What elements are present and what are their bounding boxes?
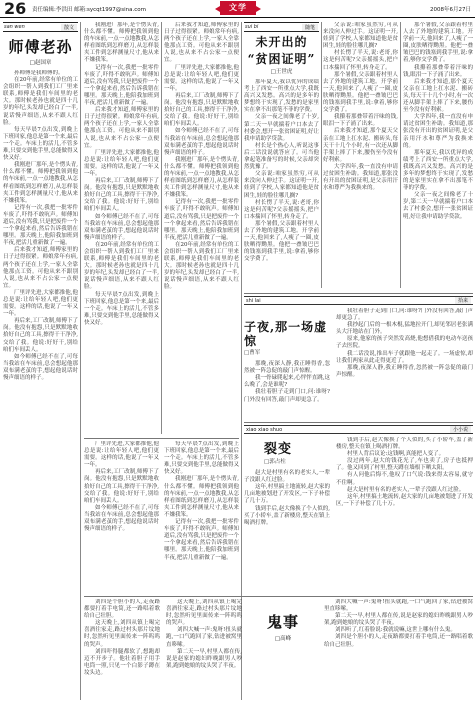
paragraph: 大学四年,我一直没有申请过贫困生补助。我知道,那张没有开出的贫困证明,是父亲用汗水和尊严为我换来的。 [403,114,473,149]
paragraph: 刘四是个胆小的人,走夜路都要打着手电筒,还一路唱着歌给自己壮胆。 [84,599,160,620]
paragraph: 厂里评先进,大家都推他,他总是说:让给年轻人吧,他们更需要。这样的话,他说了一年又一年。 [3,289,78,318]
column-divider [321,22,322,288]
paragraph: 第二天一早,村里人都在传,说是赵家的媳妇昨晚跟男人吵架,跑到她娘的坟头哭了半夜。 [324,613,473,627]
paragraph: 我壮着胆子走到门口,问:谁呀?门外没有回答,敲门声却更急了。 [336,308,473,322]
column-header-label: 拾来 [455,297,471,304]
paragraph: 后来我才知道,师傅家里的日子过得很紧。师娘常年有病,两个孩子还在上学,一家人全靠他那点工资。可他从来不跟别人说,也从来不占公家一点便宜。 [164,22,239,64]
paragraph: 后来我才知道,那个夏天父亲在工地上扛水泥、搬砖头,每天干十几个小时,有一次还从脚手架上摔了下来,腰伤至今没有好利索。 [323,128,398,163]
article-body-right [336,437,473,592]
paragraph: 那晚,夜深人静,我正睡得香,忽然被一阵急促的敲门声惊醒。 [336,364,473,378]
issue-date: 2008年6月27日 [430,7,471,13]
article-body [84,22,159,434]
paragraph: 再后来,工厂改制,师傅下了岗。他没有抱怨,只是默默地收拾好自己的工具,擦得干干净净,交给了我。他说:好好干,别给咱们车间丢人。 [84,178,159,213]
article-body [164,441,239,587]
article-author: □王世虎 [270,69,293,75]
page-number: 26 [4,0,27,18]
article-poverty-certificate-continued [323,22,398,288]
article-shifu-laosun-continued [164,22,239,434]
paragraph: 这天晚上,刘四从镇上喝完喜酒往家走,路过村头那片坟地时,忽然听见里面传来一阵呜呜的哭声。 [84,620,160,648]
paragraph: 我一骨碌爬起来,心怦怦直跳,这么晚了,会是谁呢? [244,375,330,389]
article-heading [248,599,318,701]
paragraph: 再后来,工厂改制,师傅下了岗。他没有抱怨,只是默默地收拾好自己的工具,擦得干干净净,交给了我。他说:好好干,别给咱们车间丢人。 [164,92,239,128]
paragraph: 记得有一次,我把一批零件车废了,吓得不敢吭声。师傅知道后,没有骂我,只是把废件一个一个拿起来看,然后告诉我错在哪里。那天晚上,他陪我加班到半夜,把活儿重新做了一遍。 [84,64,159,107]
paragraph: 后来我才知道,那个夏天父亲在工地上扛水泥、搬砖头,每天干十几个小时,有一次还从脚手架上摔了下来,腰伤至今没有好利索。 [403,78,473,114]
column-header-label: 随笔 [302,24,318,31]
paragraph: 第二天一早,村里人都在传,说是赵家的媳妇昨晚跟男人吵架,跑到她娘的坟头哭了半夜。 [166,648,242,669]
paragraph: 后来我才知道,师傅家里的日子过得很紧。师娘常年有病,两个孩子还在上学,一家人全靠他那点工资。可他从来不跟别人说,也从来不占公家一点便宜。 [84,107,159,149]
article-midnight-scare [244,296,473,418]
column-divider [161,22,162,434]
section-tag: 文学 [220,1,256,15]
paragraph: 在20年前,经常有单位的工会组织一帮人到我们工厂里来联系,师傅是我们车间里的老大。那时候老孙也就是四十几岁的年纪,头发却已经白了一半,说话慢声细语,从来不跟人红脸。 [164,241,239,291]
column-header-pinyin: sui bi [245,24,259,30]
article-title: 鬼事 [266,613,299,631]
paragraph: 有人问他后悔不,他叹了口气说:钱来得太容易,就守不住啊。 [336,472,473,486]
article-lower-left [84,441,239,591]
paragraph: 我攥着那叠带着汗味的钱,眼泪一下子涌了出来。 [323,114,398,128]
section-divider [244,422,473,423]
paragraph: 刘四吓得腿都软了,想跑却迈不开步子。他壮着胆子用手电筒一照,只见一个白影子蹲在坟头边。 [84,648,160,676]
column-header-pinyin: xiao xiao shuo [246,426,283,433]
column-divider [80,22,81,700]
paragraph: 如今师傅已经不在了,可每当我站在车床前,总会想起他那双布满老茧的手,想起他说话时慢声细语的样子。 [84,213,159,241]
paragraph: 厂里评先进,大家都推他,他总是说:让给年轻人吧,他们更需要。这样的话,他说了一年又一年。 [84,149,159,177]
column-header-label: 小小说 [450,426,471,433]
article-title: 裂变 [264,442,293,457]
article-body [3,70,78,690]
paragraph: 那年夏天,我以优异的成绩考上了西安一所重点大学,我既高兴又发愁。高兴的是多年的梦想终于实现了,发愁的是家里实在拿不出那笔不菲的学费。 [403,149,473,192]
section-divider [84,438,239,439]
paragraph: 父亲一夜之间像老了十岁,第二天一早就揣着户口本去了村委会,想开一张贫困证明,好让我申请助学贷款。 [244,114,319,142]
paragraph: 我刚进厂那年,是个愣头青,什么都不懂。师傅把我领到他的车床前,一点一点地教我,从怎样看图纸到怎样磨刀,从怎样装夹工件到怎样测量尺寸,他从来不嫌我笨。 [3,162,78,204]
paragraph: 村长是个热心人,听说这事后二话没说就答应了。可当他拿起笔准备写的时候,父亲却突然犹豫了。 [244,142,319,171]
article-body-right [336,308,473,416]
article-author: □高峰 [274,636,292,642]
article-body [324,599,473,701]
paragraph: 后来我才知道,师傅家里的日子过得很紧。师娘常年有病,两个孩子还在上学,一家人全靠他那点工资。可他从来不跟别人说,也从来不占公家一点便宜。 [3,247,78,289]
column-divider [400,22,401,288]
paragraph: 如今师傅已经不在了,可每当我站在车床前,总会想起他那双布满老茧的手,想起他说话时慢声细语的样子。 [164,128,239,156]
article-body-left [244,437,330,592]
article-title-line-1: 未开出的 [255,35,308,49]
paragraph: 父亲一夜之间像老了十岁,第二天一早就揣着户口本去了村委会,想开一张贫困证明,好让我申请助学贷款。 [403,192,473,220]
paragraph: 我二话没说,推出车子就跟他一起走了。一场虚惊,却让我们两家从此走得更近了。 [336,350,473,364]
paragraph: 村里人背后议论:这钱啊,真能把人变了。 [347,451,445,458]
paragraph: 厂里评先进,大家都推他,他总是说:让给年轻人吧,他们更需要。这样的话,他说了一年又一年。 [164,64,239,92]
paragraph: 在20年前,经常有单位的工会组织一帮人到我们工厂里来联系,师傅是我们车间里的老大。那时候老孙也就是四十几岁的年纪,头发却已经白了一半,说话慢声细语,从来不跟人红脸。 [84,241,159,291]
column-header-pinyin: shi lai [246,297,261,304]
paragraph: 那年夏天,我以优异的成绩考上了西安一所重点大学,我既高兴又发愁。高兴的是多年的梦想终于实现了,发愁的是家里实在拿不出那笔不菲的学费。 [244,79,319,114]
column-header [244,425,473,434]
article-shifu-laosun-continued [84,22,159,434]
paragraph: 父亲说:咱家虽然穷,可从来没向人伸过手。这证明一开,娃到了学校,人家都知道他是贫困生,娃的脸往哪儿搁? [323,22,398,50]
paragraph: 我刚进厂那年,是个愣头青,什么都不懂。师傅把我领到他的车床前,一点一点地教我,从怎样看图纸到怎样磨刀,从怎样装夹工件到怎样测量尺寸,他从来不嫌我笨。 [164,156,239,199]
column-header [244,22,319,32]
paragraph: 那个暑假,父亲跟着村里人去了外地的建筑工地。开学前一天,他回来了,人瘦了一圈,皮肤晒得黝黑。他把一叠皱巴巴的钱塞到我手里,说:拿着,够你交学费了。 [244,220,319,263]
paragraph: 我刚进厂那年,是个愣头青,什么都不懂。师傅把我领到他的车床前,一点一点地教我,从怎样看图纸到怎样磨刀,从怎样装夹工件到怎样测量尺寸,他从来不嫌我笨。 [84,22,159,64]
paragraph: 村长愣了半天,说:老哥,你这是何苦呢?父亲摇摇头,把户口本揣回了怀里,转身走了。 [323,50,398,71]
article-body-left [244,308,330,416]
paragraph: 刘四是个胆小的人,走夜路都要打着手电筒,还一路唱着歌给自己壮胆。 [324,634,473,648]
article-ghost-story [84,599,473,701]
paragraph: 每天早晨7点出发,到晚上下班回家,他总是第一个来,最后一个走。车床上的活儿,不管多难,只要交到他手里,总能做得又快又好。 [3,126,78,162]
article-author: □曹军 [244,350,261,356]
paragraph: 我攥着那叠带着汗味的钱,眼泪一下子涌了出来。 [403,64,473,78]
paragraph: 这年,村里搞土地流转,赵大家的几亩地被划进了开发区,一下子补偿了几十万。 [244,484,330,505]
paragraph: 大学四年,我一直没有申请过贫困生补助。我知道,那张没有开出的贫困证明,是父亲用汗水和尊严为我换来的。 [323,163,398,192]
article-body [166,599,242,701]
article-poverty-certificate [244,22,319,288]
paragraph: 刘四大喊一声:鬼呀!扭头就跑,一口气跑回了家,钻进被窝里直哆嗦。 [324,599,473,613]
article-author: □郭占柱 [264,459,286,465]
paragraph: 赵大是村里有名的老实人,一辈子没跟人红过脸。 [244,470,330,484]
article-shifu-laosun [3,22,78,700]
paragraph: 那个暑假,父亲跟着村里人去了外地的建筑工地。开学前一天,他回来了,人瘦了一圈,皮肤晒得黝黑。他把一叠皱巴巴的钱塞到我手里,说:拿着,够你交学费了。 [403,22,473,64]
paragraph: 再后来,工厂改制,师傅下了岗。他没有抱怨,只是默默地收拾好自己的工具,擦得干干净净,交给了我。他说:好好干,别给咱们车间丢人。 [84,469,159,504]
article-title-line-2: “贫困证明” [247,52,316,66]
section-divider [84,596,473,597]
paragraph: 没过两年,赵大的钱花光了,车也卖了,房子也抵押了。他又回到了村里,整天蹲在墙根下晒太阳。 [336,458,473,472]
column-header [3,22,78,32]
article-title: 师傅老孙 [8,38,73,56]
article-body [84,599,160,701]
paragraph: 每天早晨7点出发,到晚上下班回家,他总是第一个来,最后一个走。车床上的活儿,不管多难,只要交到他手里,总能做得又快又好。 [84,291,159,326]
paragraph: 记得有一次,我把一批零件车废了,吓得不敢吭声。师傅知道后,没有骂我,只是把废件一个一个拿起来看,然后告诉我错在哪里。那天晚上,他陪我加班到半夜,把活儿重新做了一遍。 [164,199,239,241]
paragraph: 记得有一次,我把一批零件车废了,吓得不敢吭声。师傅知道后,没有骂我,只是把废件一个一个拿起来看,然后告诉我错在哪里。那天晚上,他陪我加班到半夜,把活儿重新做了一遍。 [164,519,239,561]
article-body [323,22,398,288]
editor-info: 责任编辑:李洪田 邮箱:sycqt1997@sina.com [32,7,146,13]
article-title: 子夜,那一场虚惊 [244,320,328,348]
paragraph: 刘四大喊一声:鬼呀!扭头就跑,一口气跑回了家,钻进被窝里直哆嗦。 [166,627,242,648]
paragraph: 如今师傅已经不在了,可每当我站在车床前,总会想起他那双布满老茧的手,想起他说话时慢声细语的样子。 [84,504,159,533]
article-fission [244,425,473,595]
paragraph: 如今师傅已经不在了,可每当我站在车床前,总会想起他那双布满老茧的手,想起他说话时慢声细语的样子。 [3,353,78,382]
paragraph: 厂里评先进,大家都推他,他总是说:让给年轻人吧,他们更需要。这样的话,他说了一年又一年。 [84,441,159,469]
paragraph: 钱到手后,赵大像换了个人似的,买了小轿车,盖了新楼房,整天在镇上喝酒打牌。 [244,505,330,526]
paragraph: 这天晚上,刘四从镇上喝完喜酒往家走,路过村头那片坟地时,忽然听见里面传来一阵呜呜的哭声。 [166,599,242,627]
column-header-pinyin: san wen [4,24,25,30]
column-header-label: 散文 [61,24,77,31]
paragraph: 我抄起门后的一根木棍,猛地拉开门,却见邻居老张满头大汗地站在门外。 [336,322,473,336]
paragraph: 我刚进厂那年,是个愣头青,什么都不懂。师傅把我领到他的车床前,一点一点地教我,从怎样看图纸到怎样磨刀,从怎样装夹工件到怎样测量尺寸,他从来不嫌我笨。 [164,476,239,518]
article-body [84,441,159,587]
paragraph: 钱到手后,赵大像换了个人似的,买了小轿车,盖了新楼房,整天在镇上喝酒打牌。 [336,437,473,451]
article-body [403,22,473,288]
page-masthead [0,0,475,18]
paragraph: 原来,他家的孩子突然发高烧,他想借我的电动车送孩子去医院。 [336,336,473,350]
article-body [244,79,319,279]
article-author: □赵国章 [29,60,52,66]
paragraph: 那个暑假,父亲跟着村里人去了外地的建筑工地。开学前一天,他回来了,人瘦了一圈,皮肤晒得黝黑。他把一叠皱巴巴的钱塞到我手里,说:拿着,够你交学费了。 [323,71,398,114]
paragraph: 记得有一次,我把一批零件车废了,吓得不敢吭声。师傅知道后,没有骂我,只是把废件一个一个拿起来看,然后告诉我错在哪里。那天晚上,他陪我加班到半夜,把活儿重新做了一遍。 [3,204,78,247]
column-header [244,296,473,305]
paragraph: 孙师傅是我师傅的。 [14,70,64,76]
paragraph: 再后来,工厂改制,师傅下了岗。他没有抱怨,只是默默地收拾好自己的工具,擦得干干净净,交给了我。他说:好好干,别给咱们车间丢人。 [3,318,78,353]
article-body [164,22,239,434]
paragraph: 每天早晨7点出发,到晚上下班回家,他总是第一个来,最后一个走。车床上的活儿,不管多难,只要交到他手里,总能做得又快又好。 [164,441,239,476]
paragraph: 我壮着胆子走到门口,问:谁呀?门外没有回答,敲门声却更急了。 [244,389,330,403]
section-divider [244,293,473,294]
paragraph: 村长愣了半天,说:老哥,你这是何苦呢?父亲摇摇头,把户口本揣回了怀里,转身走了。 [244,199,319,220]
paragraph: 刘四听了,红着脸说:我就说嘛,这世上哪有什么鬼。 [335,627,456,634]
paragraph: 父亲说:咱家虽然穷,可从来没向人伸过手。这证明一开,娃到了学校,人家都知道他是贫困生,娃的脸往哪儿搁? [244,171,319,199]
paragraph: 赵大是村里有名的老实人,一辈子没跟人红过脸。 [347,486,465,493]
paragraph: 那晚,夜深人静,我正睡得香,忽然被一阵急促的敲门声惊醒。 [244,361,330,375]
paragraph: 这年,村里搞土地流转,赵大家的几亩地被划进了开发区,一下子补偿了几十万。 [336,493,473,507]
paragraph: 在20年前,经常有单位的工会组织一帮人到我们工厂里来联系,师傅是我们车间里的老大。那时候老孙也就是四十几岁的年纪,头发却已经白了一半,说话慢声细语,从来不跟人红脸。 [3,77,78,126]
article-poverty-certificate-continued [403,22,473,288]
